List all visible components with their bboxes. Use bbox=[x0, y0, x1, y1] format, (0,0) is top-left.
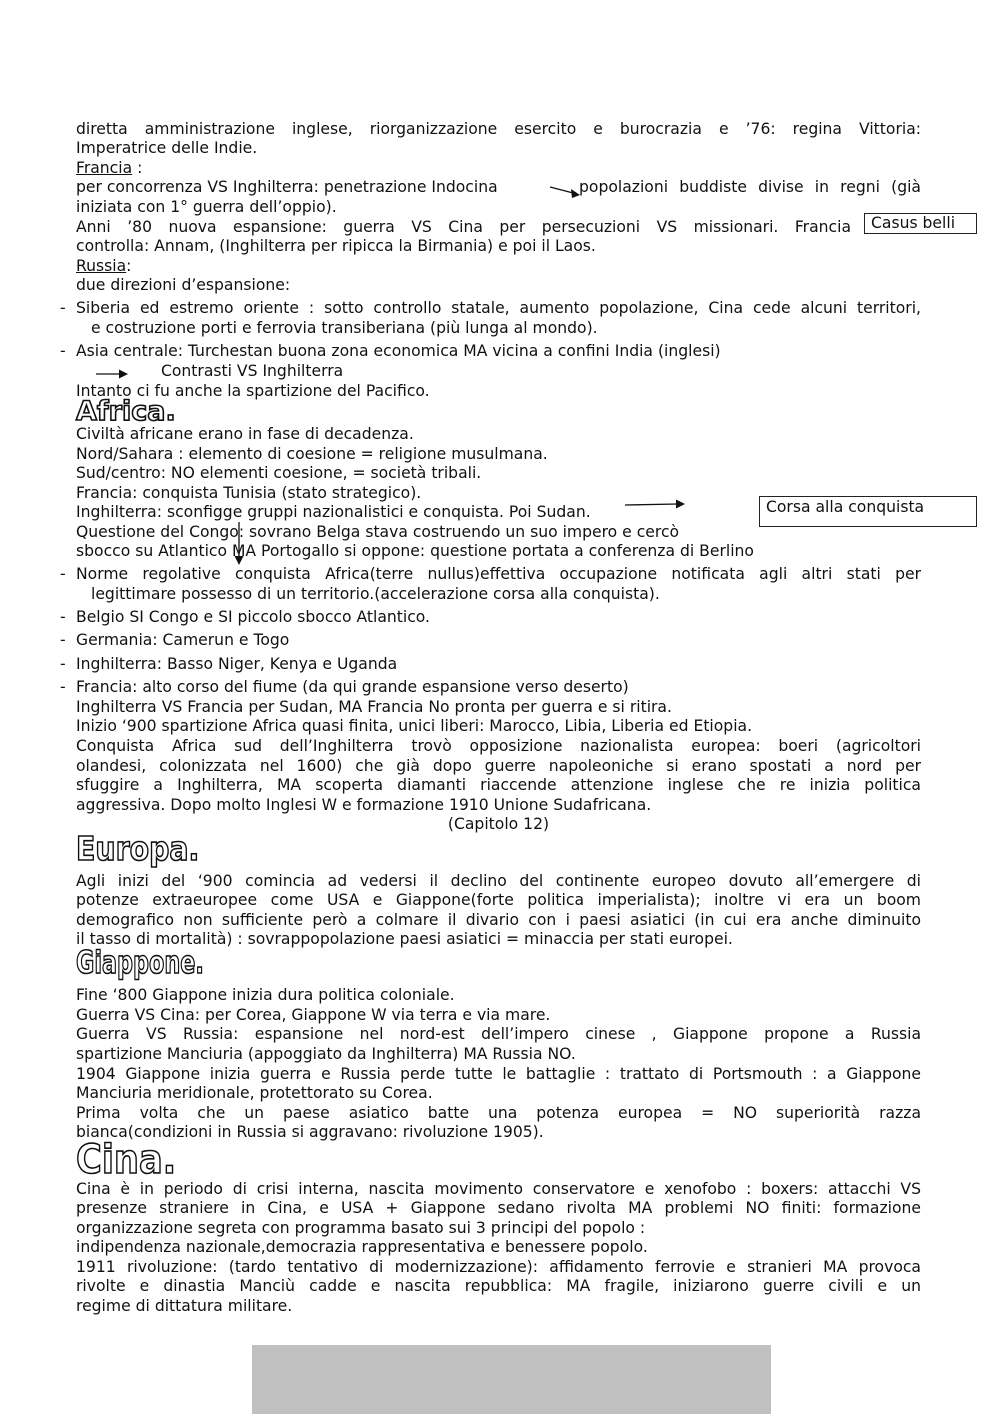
text-line: Inizio ‘900 spartizione Africa quasi finita, unici liberi: Marocco, Libia, Liberia ed Etiopia. bbox=[76, 717, 753, 735]
text-line: sfuggire a Inghilterra, MA scoperta diamanti riaccende attenzione inglese che re inizia politica bbox=[76, 776, 921, 794]
text-line: Sud/centro: NO elementi coesione, = società tribali. bbox=[76, 464, 482, 482]
list-item-continued: legittimare possesso di un territorio.(accelerazione corsa alla conquista). bbox=[91, 585, 660, 603]
text-line: sbocco su Atlantico MA Portogallo si oppone: questione portata a conferenza di Berlino bbox=[76, 542, 754, 560]
heading-colon: : bbox=[132, 159, 143, 177]
bullet-dash: - bbox=[60, 678, 66, 696]
text-line: iniziata con 1° guerra dell’oppio). bbox=[76, 198, 337, 216]
casus-belli-box: Casus belli bbox=[864, 213, 977, 234]
text-line: rivolte e dinastia Manciù cadde e nascita repubblica: MA fragile, iniziarono guerre civili e un bbox=[76, 1277, 921, 1295]
heading-colon: : bbox=[126, 257, 132, 275]
text-line: Guerra VS Cina: per Corea, Giappone W via terra e via mare. bbox=[76, 1006, 551, 1024]
text-line: popolazioni buddiste divise in regni (già bbox=[579, 178, 921, 196]
europa-heading: Europa. bbox=[76, 829, 200, 868]
text-line: Guerra VS Russia: espansione nel nord-est dell’impero cinese , Giappone propone a Russia bbox=[76, 1025, 921, 1043]
giappone-heading: Giappone. bbox=[76, 945, 204, 981]
list-item: Belgio SI Congo e SI piccolo sbocco Atlantico. bbox=[76, 608, 430, 626]
text-line: controlla: Annam, (Inghilterra per ripicca la Birmania) e poi il Laos. bbox=[76, 237, 596, 255]
text-line: Manciuria meridionale, protettorato su Corea. bbox=[76, 1084, 433, 1102]
text-line: Prima volta che un paese asiatico batte una potenza europea = NO superiorità razza bbox=[76, 1104, 921, 1122]
text-line: Contrasti VS Inghilterra bbox=[161, 362, 344, 380]
list-item: Norme regolative conquista Africa(terre nullus)effettiva occupazione notificata agli altri stati per bbox=[76, 565, 921, 583]
africa-heading: Africa. bbox=[76, 396, 176, 427]
bullet-dash: - bbox=[60, 655, 66, 673]
text-line: indipendenza nazionale,democrazia rappresentativa e benessere popolo. bbox=[76, 1238, 648, 1256]
text-line: Inghilterra: sconfigge gruppi nazionalistici e conquista. Poi Sudan. bbox=[76, 503, 591, 521]
list-item: Francia: alto corso del fiume (da qui grande espansione verso deserto) bbox=[76, 678, 629, 696]
text-line: Intanto ci fu anche la spartizione del Pacifico. bbox=[76, 382, 430, 400]
text-line: Questione del Congo: sovrano Belga stava costruendo un suo impero e cercò bbox=[76, 523, 680, 541]
text-line: organizzazione segreta con programma basato sui 3 principi del popolo : bbox=[76, 1219, 646, 1237]
text-line: Anni ’80 nuova espansione: guerra VS Cina per persecuzioni VS missionari. Francia bbox=[76, 218, 851, 236]
francia-heading: Francia bbox=[76, 159, 133, 177]
text-line: Conquista Africa sud dell’Inghilterra trovò opposizione nazionalista europea: boeri (agricoltori bbox=[76, 737, 921, 755]
text-line: Inghilterra VS Francia per Sudan, MA Francia No pronta per guerra e si ritira. bbox=[76, 698, 672, 716]
text-line: Imperatrice delle Indie. bbox=[76, 139, 258, 157]
footer-gray-bar bbox=[252, 1345, 771, 1414]
text-line: potenze extraeuropee come USA e Giappone(forte politica imperialista); inoltre vi era un boom bbox=[76, 891, 921, 909]
cina-heading: Cina. bbox=[76, 1137, 177, 1183]
text-line: Cina è in periodo di crisi interna, nascita movimento conservatore e xenofobo : boxers: attacchi VS bbox=[76, 1180, 921, 1198]
bullet-dash: - bbox=[60, 631, 66, 649]
text-line: per concorrenza VS Inghilterra: penetrazione Indocina bbox=[76, 178, 498, 196]
list-item-continued: e costruzione porti e ferrovia transiberiana (più lunga al mondo). bbox=[91, 319, 598, 337]
text-line: presenze straniere in Cina, e USA + Giappone sedano rivolta MA problemi NO finiti: formazione bbox=[76, 1199, 921, 1217]
russia-heading: Russia bbox=[76, 257, 127, 275]
bullet-dash: - bbox=[60, 299, 66, 317]
russia-heading-line bbox=[76, 257, 921, 276]
bullet-dash: - bbox=[60, 608, 66, 626]
text-line: aggressiva. Dopo molto Inglesi W e formazione 1910 Unione Sudafricana. bbox=[76, 796, 652, 814]
list-item: Germania: Camerun e Togo bbox=[76, 631, 290, 649]
arrow-icon bbox=[95, 368, 131, 380]
text-line: Civiltà africane erano in fase di decadenza. bbox=[76, 425, 414, 443]
text-line: regime di dittatura militare. bbox=[76, 1297, 293, 1315]
text-line: 1911 rivoluzione: (tardo tentativo di modernizzazione): affidamento ferrovie e stranieri MA provoca bbox=[76, 1258, 921, 1276]
bullet-dash: - bbox=[60, 342, 66, 360]
list-item: Siberia ed estremo oriente : sotto controllo statale, aumento popolazione, Cina cede alcuni territori, bbox=[76, 299, 921, 317]
text-line: due direzioni d’espansione: bbox=[76, 276, 291, 294]
text-line: spartizione Manciuria (appoggiato da Inghilterra) MA Russia NO. bbox=[76, 1045, 576, 1063]
text-line: Francia: conquista Tunisia (stato strategico). bbox=[76, 484, 422, 502]
text-line: Agli inizi del ‘900 comincia ad vedersi il declino del continente europeo dovuto all’emergere di bbox=[76, 872, 921, 890]
text-line: olandesi, colonizzata nel 1600) che già dopo guerre napoleoniche si erano spostati a nord per bbox=[76, 757, 921, 775]
text-line: Fine ‘800 Giappone inizia dura politica coloniale. bbox=[76, 986, 455, 1004]
list-item: Inghilterra: Basso Niger, Kenya e Uganda bbox=[76, 655, 398, 673]
text-line: il tasso di mortalità) : sovrappopolazione paesi asiatici = minaccia per stati europei. bbox=[76, 930, 733, 948]
text-line: bianca(condizioni in Russia si aggravano: rivoluzione 1905). bbox=[76, 1123, 544, 1141]
list-item: Asia centrale: Turchestan buona zona economica MA vicina a confini India (inglesi) bbox=[76, 342, 721, 360]
arrow-icon bbox=[624, 499, 688, 511]
francia-heading-line bbox=[76, 159, 921, 178]
chapter-reference: (Capitolo 12) bbox=[447, 815, 550, 833]
text-line: 1904 Giappone inizia guerra e Russia perde tutte le battaglie : trattato di Portsmouth : a Giappone bbox=[76, 1065, 921, 1083]
text-line: diretta amministrazione inglese, riorganizzazione esercito e burocrazia e ’76: regina Vittoria: bbox=[76, 120, 921, 138]
bullet-dash: - bbox=[60, 565, 66, 583]
text-line: demografico non sufficiente però a colmare il divario con i paesi asiatici (in cui era anche diminuito bbox=[76, 911, 921, 929]
text-line: Nord/Sahara : elemento di coesione = religione musulmana. bbox=[76, 445, 548, 463]
corsa-conquista-box: Corsa alla conquista bbox=[759, 496, 977, 527]
